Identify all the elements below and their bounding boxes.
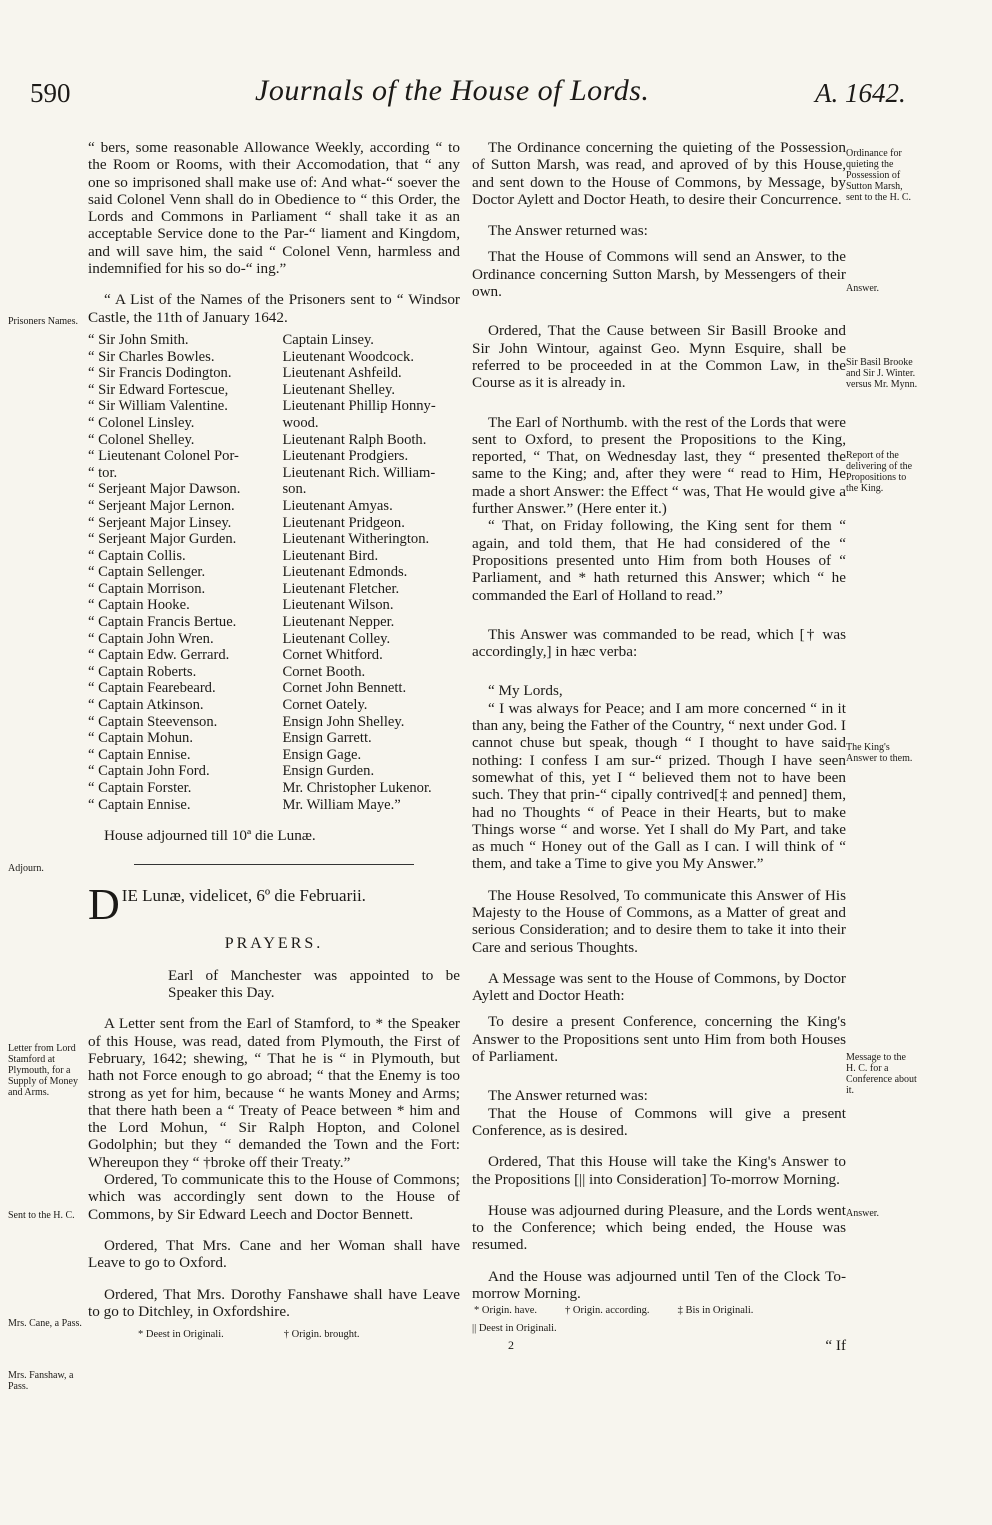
footnote: ‡ Bis in Originali. <box>677 1305 754 1317</box>
prisoner-name: “ Serjeant Major Gurden. <box>88 531 237 548</box>
prisoner-name: Cornet John Bennett. <box>282 680 407 697</box>
running-title: Journals of the House of Lords. <box>255 74 650 107</box>
answer-returned: The Answer returned was: <box>488 222 648 240</box>
prisoner-name: “ Serjeant Major Linsey. <box>88 514 232 531</box>
drop-cap: D <box>88 880 120 930</box>
prisoner-name: Lieutenant Nepper. <box>282 614 395 631</box>
day-heading-text: IE Lunæ, videlicet, 6º die Februarii. <box>121 886 366 906</box>
commons-conference-paragraph: That the House of Commons will give a present Conference, as is desired. <box>472 1104 846 1139</box>
message-paragraph: A Message was sent to the House of Commons, by Doctor Aylett and Doctor Heath: <box>472 969 846 1005</box>
prisoner-name: Lieutenant Pridgeon. <box>282 514 405 531</box>
prisoner-name: “ Captain Francis Bertue. <box>88 614 237 631</box>
friday-paragraph: “ That, on Friday following, the King sent for them “ again, and told them, that He had considered of the “ Propositions presented unto Him from both Houses of “ Parliament, and * hath returned this Answer; which “ he commanded the Earl of Holland to read.” <box>472 517 846 604</box>
prisoner-name: Ensign John Shelley. <box>282 713 405 730</box>
prisoner-name: “ Lieutenant Colonel Por- <box>88 448 239 465</box>
prisoner-name: Ensign Gurden. <box>282 763 375 780</box>
prisoner-name: Cornet Oately. <box>282 697 368 714</box>
ordered-communicate: Ordered, To communicate this to the House of Commons; which was accordingly sent down to the House of Commons, by Sir Edward Leech and Doctor Bennett. <box>88 1171 460 1223</box>
answer-returned: The Answer returned was: <box>488 1087 648 1105</box>
margin-note-sent: Sent to the H. C. <box>8 1210 75 1221</box>
prisoner-name: son. <box>282 481 307 498</box>
kings-speech: “ I was always for Peace; and I am more concerned “ in it than any, being the Father of the Country, “ next under God. I cannot chuse but speak, though “ I thought to have said nothing: I confess I am sur-“ prized. Though I have seen somewhat of this, yet I “ believed them not to have been such. They that prin-“ cipally contrived[‡ and penned] them, had no Thoughts “ of Peace in their Hearts, but to make Things worse “ and worse. Yet I shall do My Part, and take as much “ Honey out of the Gall as I can. I will think of “ them, and take a Time to give you My Answer.” <box>472 699 846 873</box>
margin-note-ordinance: Ordinance for quieting the Possession of Sutton Marsh, sent to the H. C. <box>846 148 911 203</box>
prayers-heading: PRAYERS. <box>224 935 324 953</box>
prisoner-name: Lieutenant Shelley. <box>282 381 396 398</box>
prisoner-name: “ Sir Charles Bowles. <box>88 348 215 365</box>
footnote: * Origin. have. <box>474 1305 537 1317</box>
prisoners-list-col-a <box>88 332 282 813</box>
prisoner-name: “ Captain Morrison. <box>88 580 206 597</box>
adjourn-line: House adjourned till 10ª die Lunæ. <box>104 827 316 845</box>
prisoner-name: “ Captain Mohun. <box>88 730 193 747</box>
prisoner-name: “ Captain John Wren. <box>88 630 214 647</box>
footnote: † Origin. according. <box>565 1305 650 1317</box>
margin-note-message: Message to the H. C. for a Conference about it. <box>846 1052 917 1096</box>
prisoner-name: “ Captain Forster. <box>88 780 192 796</box>
prisoners-list <box>88 332 460 813</box>
speaker-line: Earl of Manchester was appointed to be Speaker this Day. <box>168 966 460 1002</box>
commanded-read: This Answer was commanded to be read, which [† was accordingly,] in hæc verba: <box>472 625 846 661</box>
prisoner-name: “ Captain Hooke. <box>88 597 190 614</box>
prisoner-name: “ Captain Ennise. <box>88 746 191 763</box>
prisoner-name: “ Sir William Valentine. <box>88 398 228 415</box>
prisoner-name: Lieutenant Prodgiers. <box>282 448 409 465</box>
margin-note-fanshaw: Mrs. Fanshaw, a Pass. <box>8 1370 74 1392</box>
prisoner-name: Lieutenant Amyas. <box>282 497 393 514</box>
right-column <box>472 139 846 1354</box>
ordered-fanshawe: Ordered, That Mrs. Dorothy Fanshawe shall have Leave to go to Ditchley, in Oxfordshire. <box>88 1285 460 1320</box>
prisoners-list-col-b <box>282 332 460 813</box>
left-column <box>88 139 460 1343</box>
prisoner-name: wood. <box>282 414 319 431</box>
page-foot <box>472 1337 846 1354</box>
prisoner-name: “ Sir Edward Fortescue, <box>88 381 229 398</box>
adjourned-pleasure: House was adjourned during Pleasure, and the Lords went to the Conference; which being ended, the House was resumed. <box>472 1201 846 1254</box>
prisoner-name: Mr. William Maye.” <box>282 796 401 813</box>
report-paragraph: The Earl of Northumb. with the rest of the Lords that were sent to Oxford, to present the Propositions to the King, reported, “ That, on Wednesday last, they “ presented the same to the King; and, after they were “ read to Him, He made a short Answer: the Effect “ was, That He would give a further Answer.” (Here enter it.) <box>472 413 846 518</box>
margin-note-kings-answer: The King's Answer to them. <box>846 742 913 764</box>
prisoner-name: “ Captain Steevenson. <box>88 713 218 730</box>
prisoner-name: Ensign Gage. <box>282 746 362 763</box>
margin-note-brooke: Sir Basil Brooke and Sir J. Winter. versus Mr. Mynn. <box>846 357 918 390</box>
footnote: || Deest in Originali. <box>472 1322 557 1334</box>
prisoners-list-intro: “ A List of the Names of the Prisoners sent to “ Windsor Castle, the 11th of January 1642. <box>88 291 460 326</box>
prisoner-name: “ Sir Francis Dodington. <box>88 365 232 382</box>
left-paragraph-allowance: “ bers, some reasonable Allowance Weekly, according “ to the Room or Rooms, with their Accomodation, that “ any one so imprisoned shall make use of: And what-“ soever the said Colonel Venn shall do in Obedience to “ this Order, the Lords and Commons in Parliament “ shall take it as an acceptable Service done to the Par-“ liament and Kingdom, and will save him, the said “ Colonel Venn, harmless and indemnified for his so do-“ ing.” <box>88 139 460 278</box>
prisoner-name: Lieutenant Woodcock. <box>282 348 414 365</box>
catchword: “ If <box>825 1336 846 1354</box>
prisoner-name: “ Serjeant Major Lernon. <box>88 497 235 514</box>
prisoner-name: “ Captain Atkinson. <box>88 697 204 714</box>
page-year: A. 1642. <box>815 78 906 108</box>
margin-note-adjourn: Adjourn. <box>8 863 44 874</box>
left-footnotes <box>88 1326 460 1343</box>
prisoner-name: Cornet Booth. <box>282 663 366 680</box>
ordinance-paragraph: The Ordinance concerning the quieting of the Possession of Sutton Marsh, was read, and aproved of by this House, and sent down to the House of Commons, by Message, by Doctor Aylett and Doctor Heath, to desire their Concurrence. <box>472 139 846 208</box>
margin-note-report: Report of the delivering of the Propositions to the King. <box>846 450 913 494</box>
right-footnotes <box>472 1302 846 1319</box>
prisoner-name: Captain Linsey. <box>282 331 374 348</box>
prisoner-name: “ Colonel Shelley. <box>88 431 195 448</box>
prisoner-name: Lieutenant Rich. William- <box>282 464 436 481</box>
prisoner-name: “ Captain Sellenger. <box>88 564 206 581</box>
commons-answer-paragraph: That the House of Commons will send an Answer, to the Ordinance concerning Sutton Marsh, by Messengers of their own. <box>472 248 846 301</box>
prisoner-name: Lieutenant Ralph Booth. <box>282 431 427 448</box>
footnote: * Deest in Originali. <box>138 1329 224 1341</box>
prisoner-name: Lieutenant Wilson. <box>282 597 394 614</box>
margin-note-answer: Answer. <box>846 283 880 294</box>
prisoner-name: Lieutenant Phillip Honny- <box>282 398 436 415</box>
resolved-paragraph: The House Resolved, To communicate this Answer of His Majesty to the House of Commons, as a Matter of great and serious Consideration; and to desire them to take it into their Care and serious Thoughts. <box>472 886 846 956</box>
adjourned-final: And the House was adjourned until Ten of the Clock To-morrow Morning. <box>472 1267 846 1303</box>
prisoner-name: Mr. Christopher Lukenor. <box>282 780 432 796</box>
prisoner-name: “ Captain Edw. Gerrard. <box>88 647 230 664</box>
footnote: † Origin. brought. <box>283 1329 360 1341</box>
conference-paragraph: To desire a present Conference, concerning the King's Answer to the Propositions sent unto Him from both Houses of Parliament. <box>472 1013 846 1066</box>
ordered-take-answer: Ordered, That this House will take the King's Answer to the Propositions [|| into Consideration] To-morrow Morning. <box>472 1153 846 1188</box>
section-divider <box>134 864 414 865</box>
prisoner-name: “ tor. <box>88 464 118 481</box>
prisoner-name: Ensign Garrett. <box>282 730 372 747</box>
prisoner-name: “ Captain Fearebeard. <box>88 680 216 697</box>
salutation: “ My Lords, <box>488 682 563 700</box>
letter-paragraph: A Letter sent from the Earl of Stamford, to * the Speaker of this House, was read, dated from Plymouth, the First of February, 1642; shewing, “ That he is “ in Plymouth, but hath not Force enough to go abroad; “ that the Enemy is too strong as yet for him, because “ he wants Money and Arms; that there hath been a “ Treaty of Peace between * him and the Lord Mohun, “ Sir Ralph Hopton, and Colonel Godolphin; but they “ demanded the Town and the Fort: Whereupon they “ †broke off their Treaty.” <box>88 1015 460 1171</box>
prisoner-name: Lieutenant Colley. <box>282 630 391 647</box>
prisoner-name: “ Captain John Ford. <box>88 763 210 780</box>
margin-note-answer: Answer. <box>846 1208 880 1219</box>
prisoner-name: “ Colonel Linsley. <box>88 414 195 431</box>
prisoner-name: Cornet Whitford. <box>282 647 383 664</box>
page-number: 590 <box>30 78 71 108</box>
ordered-cane: Ordered, That Mrs. Cane and her Woman shall have Leave to go to Oxford. <box>88 1236 460 1272</box>
prisoner-name: “ Captain Collis. <box>88 547 186 564</box>
day-heading <box>88 880 460 930</box>
prisoner-name: Lieutenant Ashfeild. <box>282 365 402 382</box>
prisoner-name: “ Sir John Smith. <box>88 331 189 348</box>
margin-note-letter: Letter from Lord Stamford at Plymouth, for a Supply of Money and Arms. <box>8 1043 78 1098</box>
prisoner-name: Lieutenant Bird. <box>282 547 379 564</box>
prisoner-name: “ Serjeant Major Dawson. <box>88 481 241 498</box>
signature-mark: 2 <box>508 1337 514 1352</box>
margin-note-cane: Mrs. Cane, a Pass. <box>8 1318 82 1329</box>
prisoner-name: “ Captain Ennise. <box>88 796 191 813</box>
prisoner-name: “ Captain Roberts. <box>88 663 197 680</box>
margin-note-prisoners: Prisoners Names. <box>8 316 78 327</box>
prisoner-name: Lieutenant Witherington. <box>282 531 430 548</box>
prisoner-name: Lieutenant Fletcher. <box>282 580 400 597</box>
ordered-brooke: Ordered, That the Cause between Sir Basill Brooke and Sir John Wintour, against Geo. Mynn Esquire, shall be referred to be proceeded in at the Common Law, in the Course as it is already in. <box>472 322 846 392</box>
prisoner-name: Lieutenant Edmonds. <box>282 564 408 581</box>
